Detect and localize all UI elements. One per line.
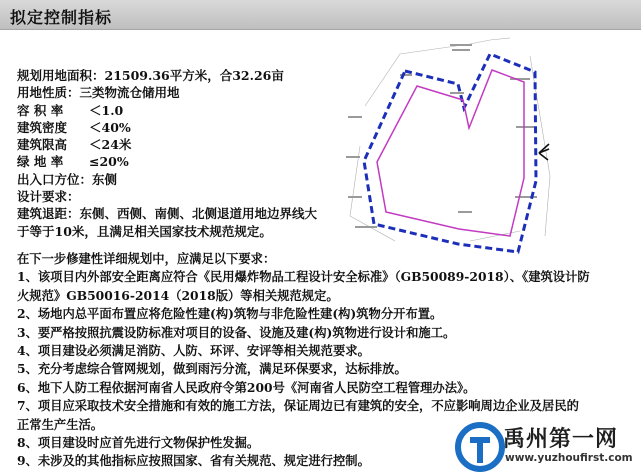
spec-density-value: ＜40% [89,119,131,135]
spec-far [17,102,357,119]
spec-green-value: ≤20% [89,154,129,170]
requirement-7a: 7、项目应采取技术安全措施和有效的施工方法，保证周边已有建筑的安全，不应影响周边企业及居民的 [17,398,579,414]
spec-entrance: 出入口方位：东侧 [17,171,118,187]
watermark-name: 禹州第一网 [503,427,619,452]
page-title: 拟定控制指标 [10,8,113,27]
requirement-1b: 火规范》GB50016-2014（2018版）等相关规范规定。 [17,287,339,303]
spec-far-value: ＜1.0 [89,102,124,118]
header-bar [0,0,641,30]
spec-far-key: 容 积 率 [17,102,64,118]
site-boundary [364,54,536,252]
spec-height [17,136,357,153]
requirement-1a: 1、该项目内外部安全距离应符合《民用爆炸物品工程设计安全标准》（GB50089-2018）、《建筑设计防 [17,269,590,285]
spec-list [17,67,357,240]
requirement-4: 4、项目建设必须满足消防、人防、环评、安评等相关规范要求。 [17,343,370,359]
requirement-6: 6、地下人防工程依据河南省人民政府令第200号《河南省人民防空工程管理办法》。 [17,379,476,395]
requirement-8: 8、项目建设时应首先进行文物保护性发掘。 [17,435,260,451]
requirement-9: 9、未涉及的其他指标应按照国家、省有关规范、规定进行控制。 [17,453,370,469]
spec-setback-2: 于等于10米，且满足相关国家技术规范规定。 [17,223,272,239]
spec-density [17,119,357,136]
requirements-intro: 在下一步修建性详细规划中，应满足以下要求： [17,251,276,266]
spec-land-use: 用地性质：三类物流仓储用地 [17,85,180,101]
requirement-2: 2、场地内总平面布置应将危险性建(构)筑物与非危险性建(构)筑物分开布置。 [17,306,443,322]
spec-height-key: 建筑限高 [17,137,68,153]
requirement-3: 3、要严格按照抗震设防标准对项目的设备、设施及建(构)筑物进行设计和施工。 [17,324,456,340]
spec-setback-1: 建筑退距：东侧、西侧、南侧、北侧退道用地边界线大 [17,206,318,222]
requirement-7b: 正常生产生活。 [17,416,104,432]
spec-height-value: ＜24米 [89,137,132,153]
spec-density-key: 建筑密度 [17,119,68,135]
spec-green-key: 绿 地 率 [17,154,64,170]
site-plan-diagram [340,36,568,258]
entrance-arrow-icon [539,144,549,160]
watermark-url: www.yuzhoufirst.com [505,452,633,464]
spec-design-heading: 设计要求： [17,189,80,205]
spec-green [17,153,357,170]
building-control-line [377,70,524,236]
spec-area: 规划用地面积：21509.36平方米，合32.26亩 [17,68,284,83]
requirement-5: 5、充分考虑综合管网规划，做到雨污分流，满足环保要求，达标排放。 [17,361,407,377]
